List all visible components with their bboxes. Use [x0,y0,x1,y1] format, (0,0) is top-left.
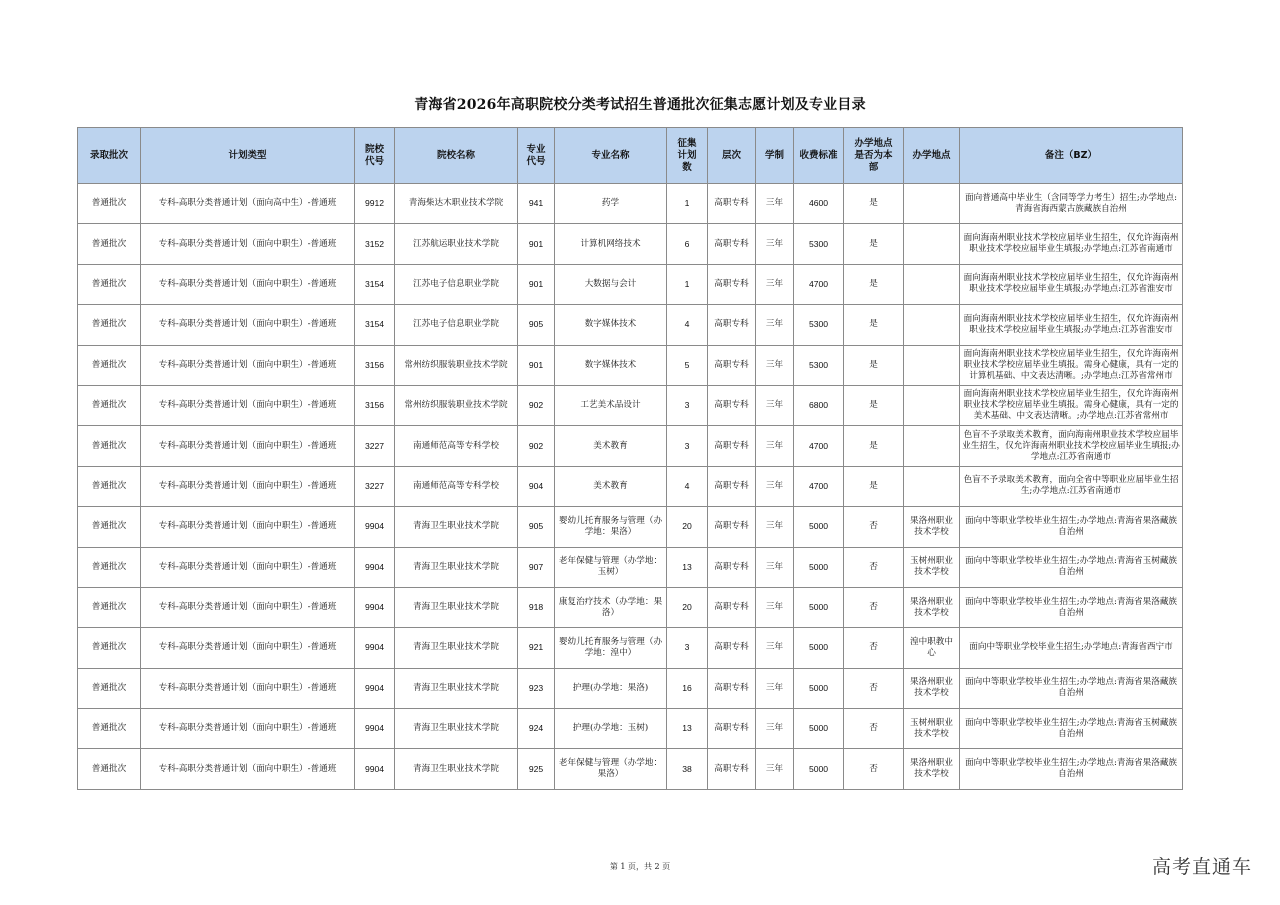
cell-major-name: 婴幼儿托育服务与管理（办学地：果洛） [555,507,667,547]
cell-is-main: 否 [844,628,904,668]
cell-location: 果洛州职业技术学校 [904,749,960,789]
cell-school-name: 南通师范高等专科学校 [395,426,518,466]
table-row [78,628,1183,668]
cell-fee: 4700 [794,264,844,304]
cell-major-name: 康复治疗技术（办学地：果洛） [555,587,667,627]
cell-level: 高职专科 [708,628,756,668]
cell-plan-type: 专科-高职分类普通计划（面向中职生）-普通班 [141,507,355,547]
cell-location: 玉树州职业技术学校 [904,547,960,587]
cell-fee: 5000 [794,507,844,547]
cell-quota: 3 [667,426,708,466]
cell-major-name: 婴幼儿托育服务与管理（办学地：湟中） [555,628,667,668]
plan-table [77,127,1183,790]
cell-major-name: 护理(办学地：果洛) [555,668,667,708]
cell-remark: 面向中等职业学校毕业生招生;办学地点:青海省果洛藏族自治州 [960,507,1183,547]
cell-major-name: 老年保健与管理（办学地：玉树） [555,547,667,587]
column-header: 征集计划数 [667,128,708,184]
cell-level: 高职专科 [708,264,756,304]
cell-location: 玉树州职业技术学校 [904,709,960,749]
cell-batch: 普通批次 [78,345,141,385]
cell-level: 高职专科 [708,587,756,627]
cell-batch: 普通批次 [78,385,141,425]
cell-quota: 1 [667,264,708,304]
cell-fee: 4700 [794,466,844,506]
table-row [78,264,1183,304]
cell-school-code: 3156 [355,345,395,385]
cell-batch: 普通批次 [78,507,141,547]
cell-quota: 1 [667,184,708,224]
cell-plan-type: 专科-高职分类普通计划（面向中职生）-普通班 [141,668,355,708]
cell-is-main: 否 [844,547,904,587]
cell-school-name: 青海卫生职业技术学院 [395,587,518,627]
column-header: 院校名称 [395,128,518,184]
cell-is-main: 是 [844,466,904,506]
cell-level: 高职专科 [708,547,756,587]
cell-batch: 普通批次 [78,709,141,749]
cell-quota: 3 [667,628,708,668]
cell-level: 高职专科 [708,224,756,264]
table-row [78,426,1183,466]
cell-school-code: 9912 [355,184,395,224]
table-row [78,709,1183,749]
column-header: 院校代号 [355,128,395,184]
cell-duration: 三年 [756,668,794,708]
column-header: 办学地点 [904,128,960,184]
cell-is-main: 否 [844,507,904,547]
cell-school-code: 9904 [355,507,395,547]
cell-school-name: 青海卫生职业技术学院 [395,547,518,587]
cell-school-name: 青海卫生职业技术学院 [395,668,518,708]
cell-batch: 普通批次 [78,426,141,466]
cell-is-main: 是 [844,385,904,425]
cell-location [904,385,960,425]
cell-is-main: 否 [844,668,904,708]
cell-remark: 面向中等职业学校毕业生招生;办学地点:青海省果洛藏族自治州 [960,668,1183,708]
cell-major-code: 923 [518,668,555,708]
cell-major-name: 数字媒体技术 [555,305,667,345]
cell-remark: 面向海南州职业技术学校应届毕业生招生，仅允许海南州职业技术学校应届毕业生填报;办学地点:江苏省淮安市 [960,305,1183,345]
cell-is-main: 是 [844,345,904,385]
cell-quota: 4 [667,305,708,345]
cell-remark: 面向海南州职业技术学校应届毕业生招生，仅允许海南州职业技术学校应届毕业生填报;办学地点:江苏省淮安市 [960,264,1183,304]
cell-is-main: 否 [844,587,904,627]
cell-plan-type: 专科-高职分类普通计划（面向中职生）-普通班 [141,385,355,425]
cell-major-code: 901 [518,345,555,385]
cell-school-code: 3227 [355,426,395,466]
cell-duration: 三年 [756,305,794,345]
column-header: 专业代号 [518,128,555,184]
cell-remark: 色盲不予录取美术教育，面向全省中等职业应届毕业生招生;办学地点:江苏省南通市 [960,466,1183,506]
table-row [78,668,1183,708]
cell-is-main: 是 [844,426,904,466]
page-title: 青海省2026年高职院校分类考试招生普通批次征集志愿计划及专业目录 [414,97,866,113]
cell-school-code: 3156 [355,385,395,425]
cell-level: 高职专科 [708,668,756,708]
table-row [78,224,1183,264]
table-row [78,345,1183,385]
cell-remark: 面向海南州职业技术学校应届毕业生招生，仅允许海南州职业技术学校应届毕业生填报;办学地点:江苏省南通市 [960,224,1183,264]
cell-quota: 38 [667,749,708,789]
cell-plan-type: 专科-高职分类普通计划（面向中职生）-普通班 [141,709,355,749]
cell-batch: 普通批次 [78,749,141,789]
cell-level: 高职专科 [708,426,756,466]
cell-duration: 三年 [756,507,794,547]
cell-batch: 普通批次 [78,224,141,264]
cell-major-code: 905 [518,507,555,547]
table-row [78,507,1183,547]
cell-fee: 5300 [794,224,844,264]
cell-major-code: 902 [518,426,555,466]
cell-remark: 面向中等职业学校毕业生招生;办学地点:青海省玉树藏族自治州 [960,709,1183,749]
column-header: 办学地点是否为本部 [844,128,904,184]
cell-major-code: 901 [518,264,555,304]
cell-school-name: 青海卫生职业技术学院 [395,749,518,789]
cell-school-code: 3154 [355,264,395,304]
cell-major-name: 计算机网络技术 [555,224,667,264]
cell-quota: 13 [667,709,708,749]
cell-duration: 三年 [756,264,794,304]
cell-is-main: 是 [844,264,904,304]
cell-duration: 三年 [756,587,794,627]
cell-location [904,264,960,304]
cell-school-code: 9904 [355,668,395,708]
cell-level: 高职专科 [708,385,756,425]
cell-school-code: 9904 [355,587,395,627]
cell-quota: 20 [667,507,708,547]
cell-level: 高职专科 [708,305,756,345]
cell-quota: 5 [667,345,708,385]
table-row [78,547,1183,587]
cell-location [904,224,960,264]
cell-major-name: 美术教育 [555,426,667,466]
cell-plan-type: 专科-高职分类普通计划（面向中职生）-普通班 [141,466,355,506]
cell-plan-type: 专科-高职分类普通计划（面向高中生）-普通班 [141,184,355,224]
table-row [78,305,1183,345]
cell-major-name: 老年保健与管理（办学地：果洛） [555,749,667,789]
cell-plan-type: 专科-高职分类普通计划（面向中职生）-普通班 [141,749,355,789]
cell-major-code: 902 [518,385,555,425]
cell-is-main: 是 [844,184,904,224]
table-row [78,749,1183,789]
cell-batch: 普通批次 [78,547,141,587]
cell-remark: 面向普通高中毕业生（含同等学力考生）招生;办学地点:青海省海西蒙古族藏族自治州 [960,184,1183,224]
cell-school-code: 9904 [355,749,395,789]
cell-batch: 普通批次 [78,184,141,224]
cell-school-code: 3227 [355,466,395,506]
column-header: 备注（BZ） [960,128,1183,184]
cell-major-name: 大数据与会计 [555,264,667,304]
cell-quota: 13 [667,547,708,587]
cell-location: 果洛州职业技术学校 [904,668,960,708]
cell-duration: 三年 [756,547,794,587]
cell-level: 高职专科 [708,749,756,789]
cell-level: 高职专科 [708,345,756,385]
cell-school-name: 青海卫生职业技术学院 [395,628,518,668]
cell-location [904,466,960,506]
table-header-row [78,128,1183,184]
cell-fee: 5000 [794,547,844,587]
table-row [78,466,1183,506]
cell-batch: 普通批次 [78,668,141,708]
cell-school-code: 9904 [355,709,395,749]
cell-major-code: 901 [518,224,555,264]
cell-plan-type: 专科-高职分类普通计划（面向中职生）-普通班 [141,587,355,627]
cell-is-main: 否 [844,749,904,789]
cell-fee: 5000 [794,587,844,627]
watermark: 高考直通车 [1151,856,1252,878]
cell-school-name: 江苏航运职业技术学院 [395,224,518,264]
cell-remark: 面向中等职业学校毕业生招生;办学地点:青海省玉树藏族自治州 [960,547,1183,587]
cell-batch: 普通批次 [78,305,141,345]
cell-major-code: 921 [518,628,555,668]
cell-plan-type: 专科-高职分类普通计划（面向中职生）-普通班 [141,345,355,385]
cell-batch: 普通批次 [78,628,141,668]
column-header: 层次 [708,128,756,184]
cell-major-code: 924 [518,709,555,749]
cell-major-code: 904 [518,466,555,506]
cell-school-name: 青海卫生职业技术学院 [395,507,518,547]
table-row [78,385,1183,425]
cell-major-name: 美术教育 [555,466,667,506]
cell-plan-type: 专科-高职分类普通计划（面向中职生）-普通班 [141,426,355,466]
cell-school-name: 青海卫生职业技术学院 [395,709,518,749]
cell-fee: 4700 [794,426,844,466]
cell-location: 果洛州职业技术学校 [904,587,960,627]
cell-plan-type: 专科-高职分类普通计划（面向中职生）-普通班 [141,305,355,345]
cell-plan-type: 专科-高职分类普通计划（面向中职生）-普通班 [141,224,355,264]
cell-remark: 面向海南州职业技术学校应届毕业生招生，仅允许海南州职业技术学校应届毕业生填报。需身心健康，具有一定的美术基础、中文表达清晰。;办学地点:江苏省常州市 [960,385,1183,425]
cell-school-name: 江苏电子信息职业学院 [395,264,518,304]
cell-fee: 5000 [794,709,844,749]
cell-fee: 5000 [794,749,844,789]
cell-fee: 5000 [794,668,844,708]
cell-batch: 普通批次 [78,587,141,627]
column-header: 学制 [756,128,794,184]
cell-duration: 三年 [756,426,794,466]
cell-batch: 普通批次 [78,264,141,304]
cell-major-name: 药学 [555,184,667,224]
cell-remark: 面向中等职业学校毕业生招生;办学地点:青海省果洛藏族自治州 [960,587,1183,627]
cell-major-code: 907 [518,547,555,587]
table-row [78,587,1183,627]
cell-plan-type: 专科-高职分类普通计划（面向中职生）-普通班 [141,264,355,304]
cell-remark: 面向海南州职业技术学校应届毕业生招生，仅允许海南州职业技术学校应届毕业生填报。需身心健康，具有一定的计算机基础、中文表达清晰。;办学地点:江苏省常州市 [960,345,1183,385]
column-header: 专业名称 [555,128,667,184]
cell-duration: 三年 [756,224,794,264]
table-row [78,184,1183,224]
cell-batch: 普通批次 [78,466,141,506]
cell-level: 高职专科 [708,466,756,506]
cell-school-name: 江苏电子信息职业学院 [395,305,518,345]
cell-major-code: 905 [518,305,555,345]
cell-duration: 三年 [756,345,794,385]
cell-duration: 三年 [756,385,794,425]
cell-major-code: 918 [518,587,555,627]
cell-fee: 5000 [794,628,844,668]
cell-plan-type: 专科-高职分类普通计划（面向中职生）-普通班 [141,628,355,668]
cell-fee: 6800 [794,385,844,425]
cell-school-name: 常州纺织服装职业技术学院 [395,385,518,425]
cell-location: 果洛州职业技术学校 [904,507,960,547]
cell-quota: 4 [667,466,708,506]
cell-location [904,426,960,466]
cell-fee: 5300 [794,345,844,385]
cell-plan-type: 专科-高职分类普通计划（面向中职生）-普通班 [141,547,355,587]
cell-remark: 面向中等职业学校毕业生招生;办学地点:青海省果洛藏族自治州 [960,749,1183,789]
cell-location [904,184,960,224]
cell-duration: 三年 [756,709,794,749]
cell-school-name: 常州纺织服装职业技术学院 [395,345,518,385]
column-header: 计划类型 [141,128,355,184]
cell-remark: 面向中等职业学校毕业生招生;办学地点:青海省西宁市 [960,628,1183,668]
cell-school-code: 9904 [355,628,395,668]
column-header: 录取批次 [78,128,141,184]
cell-quota: 3 [667,385,708,425]
page-number: 第 1 页，共 2 页 [609,862,671,871]
cell-location [904,305,960,345]
cell-is-main: 否 [844,709,904,749]
cell-level: 高职专科 [708,507,756,547]
cell-school-name: 南通师范高等专科学校 [395,466,518,506]
cell-location: 湟中职教中心 [904,628,960,668]
cell-major-name: 工艺美术品设计 [555,385,667,425]
cell-duration: 三年 [756,184,794,224]
cell-remark: 色盲不予录取美术教育，面向海南州职业技术学校应届毕业生招生，仅允许海南州职业技术学校应届毕业生填报;办学地点:江苏省南通市 [960,426,1183,466]
cell-school-code: 3152 [355,224,395,264]
cell-is-main: 是 [844,305,904,345]
cell-major-code: 925 [518,749,555,789]
cell-is-main: 是 [844,224,904,264]
cell-level: 高职专科 [708,184,756,224]
cell-quota: 20 [667,587,708,627]
cell-major-code: 941 [518,184,555,224]
cell-duration: 三年 [756,628,794,668]
cell-duration: 三年 [756,749,794,789]
cell-school-name: 青海柴达木职业技术学院 [395,184,518,224]
cell-school-code: 9904 [355,547,395,587]
cell-fee: 4600 [794,184,844,224]
cell-school-code: 3154 [355,305,395,345]
cell-major-name: 数字媒体技术 [555,345,667,385]
column-header: 收费标准 [794,128,844,184]
cell-location [904,345,960,385]
cell-quota: 16 [667,668,708,708]
cell-duration: 三年 [756,466,794,506]
cell-major-name: 护理(办学地：玉树) [555,709,667,749]
cell-fee: 5300 [794,305,844,345]
cell-quota: 6 [667,224,708,264]
cell-level: 高职专科 [708,709,756,749]
